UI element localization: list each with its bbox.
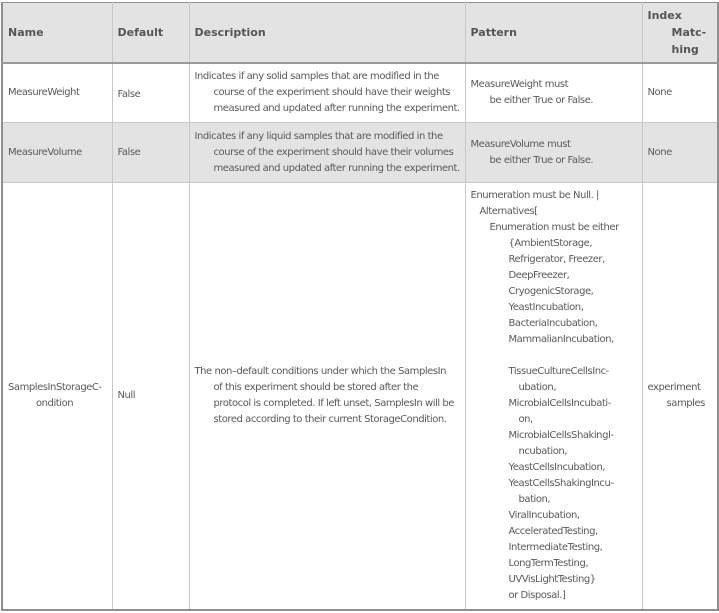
option-default: False bbox=[112, 63, 189, 123]
description-line: measured and updated after running the experiment. bbox=[213, 102, 460, 114]
pattern-line: MicrobialCellsIncubati- bbox=[508, 398, 611, 409]
option-index-matching: None bbox=[642, 63, 718, 123]
pattern-line: Alternatives[ bbox=[479, 206, 538, 217]
pattern-line: CryogenicStorage, bbox=[508, 286, 594, 297]
option-name-line1: SamplesInStorageC- bbox=[8, 381, 102, 393]
pattern-line: LongTermTesting, bbox=[508, 558, 589, 569]
pattern-line: ViralIncubation, bbox=[508, 510, 580, 521]
pattern-line: YeastCellsShakingIncu- bbox=[508, 478, 614, 489]
header-index-matching-line1: Index bbox=[647, 8, 682, 22]
pattern-line: bation, bbox=[518, 494, 551, 505]
header-index-matching-line2: Matc- bbox=[671, 25, 707, 39]
description-line: of this experiment should be stored after the bbox=[213, 381, 419, 393]
pattern-line: be either True or False. bbox=[489, 154, 594, 166]
option-pattern bbox=[465, 183, 642, 610]
pattern-line: UVVisLightTesting} bbox=[508, 574, 596, 585]
table-row bbox=[2, 63, 718, 123]
option-pattern bbox=[465, 123, 642, 183]
pattern-line: or Disposal.] bbox=[508, 590, 566, 601]
description-line: course of the experiment should have their weights bbox=[213, 86, 451, 98]
pattern-line: AcceleratedTesting, bbox=[508, 526, 598, 537]
header-index-matching-line3: hing bbox=[671, 42, 699, 56]
pattern-line: BacteriaIncubation, bbox=[508, 318, 598, 329]
header-index-matching bbox=[642, 3, 718, 63]
option-index-matching bbox=[642, 183, 718, 610]
pattern-line-blank bbox=[471, 348, 638, 364]
header-pattern: Pattern bbox=[465, 3, 642, 63]
pattern-line: Enumeration must be either bbox=[489, 222, 619, 233]
pattern-line: ncubation, bbox=[518, 446, 567, 457]
pattern-line: MicrobialCellsShakingI- bbox=[508, 430, 614, 441]
description-line: stored according to their current StorageCondition. bbox=[213, 413, 447, 425]
header-default: Default bbox=[112, 3, 189, 63]
pattern-line: on, bbox=[518, 414, 533, 425]
description-line: Indicates if any solid samples that are modified in the bbox=[194, 70, 439, 82]
option-description bbox=[189, 123, 465, 183]
table-row bbox=[2, 183, 718, 610]
pattern-line: YeastCellsIncubation, bbox=[508, 462, 606, 473]
index-matching-line1: experiment bbox=[647, 381, 701, 393]
pattern-line: be either True or False. bbox=[489, 94, 594, 106]
description-line: measured and updated after running the experiment. bbox=[213, 162, 460, 174]
description-line: course of the experiment should have their volumes bbox=[213, 146, 454, 158]
option-description bbox=[189, 63, 465, 123]
option-default: Null bbox=[112, 183, 189, 610]
table-row bbox=[2, 123, 718, 183]
option-name: MeasureVolume bbox=[2, 123, 112, 183]
header-row bbox=[2, 3, 718, 63]
option-name bbox=[2, 183, 112, 610]
options-table bbox=[1, 2, 719, 611]
option-default: False bbox=[112, 123, 189, 183]
index-matching-line2: samples bbox=[666, 397, 705, 409]
pattern-line: DeepFreezer, bbox=[508, 270, 570, 281]
header-description: Description bbox=[189, 3, 465, 63]
description-line: The non–default conditions under which the SamplesIn bbox=[194, 365, 447, 377]
option-pattern bbox=[465, 63, 642, 123]
pattern-line: IntermediateTesting, bbox=[508, 542, 603, 553]
pattern-line: YeastIncubation, bbox=[508, 302, 584, 313]
description-line: protocol is completed. If left unset, SamplesIn will be bbox=[213, 397, 455, 409]
pattern-line: TissueCultureCellsInc- bbox=[508, 366, 609, 377]
description-line: Indicates if any liquid samples that are modified in the bbox=[194, 130, 443, 142]
pattern-line: {AmbientStorage, bbox=[508, 238, 593, 249]
option-name: MeasureWeight bbox=[2, 63, 112, 123]
pattern-line: Enumeration must be Null. | bbox=[470, 190, 599, 201]
header-name: Name bbox=[2, 3, 112, 63]
pattern-line: MammalianIncubation, bbox=[508, 334, 614, 345]
pattern-line: Refrigerator, Freezer, bbox=[508, 254, 605, 265]
pattern-line: ubation, bbox=[518, 382, 557, 393]
option-index-matching: None bbox=[642, 123, 718, 183]
option-description bbox=[189, 183, 465, 610]
pattern-line: MeasureWeight must bbox=[470, 78, 569, 90]
option-name-line2: ondition bbox=[36, 397, 74, 409]
pattern-line: MeasureVolume must bbox=[470, 138, 571, 150]
